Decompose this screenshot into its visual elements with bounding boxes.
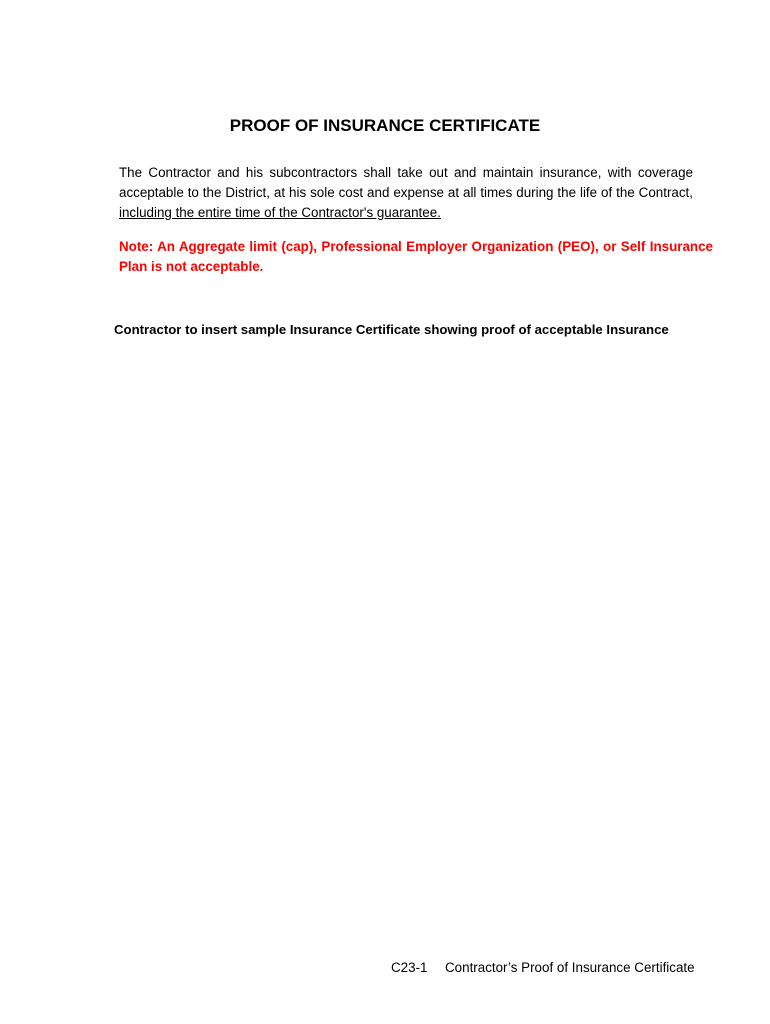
page-footer (391, 958, 731, 978)
footer-label: Contractor’s Proof of Insurance Certificate (445, 960, 695, 975)
paragraph-text: The Contractor and his subcontractors shall take out and maintain insurance, with coverage acceptable to the District, at his sole cost and expense at all times during the life of the Contract, (119, 165, 693, 200)
note-text: Note: An Aggregate limit (cap), Professional Employer Organization (PEO), or Self Insurance Plan is not acceptable. (119, 239, 713, 274)
insurance-requirement-paragraph (119, 163, 693, 223)
document-title: PROOF OF INSURANCE CERTIFICATE (229, 116, 541, 135)
footer-page-code: C23-1 (391, 960, 428, 975)
instruction-text: Contractor to insert sample Insurance Certificate showing proof of acceptable Insurance (114, 322, 669, 337)
paragraph-underlined-text: including the entire time of the Contractor's guarantee. (119, 205, 441, 220)
